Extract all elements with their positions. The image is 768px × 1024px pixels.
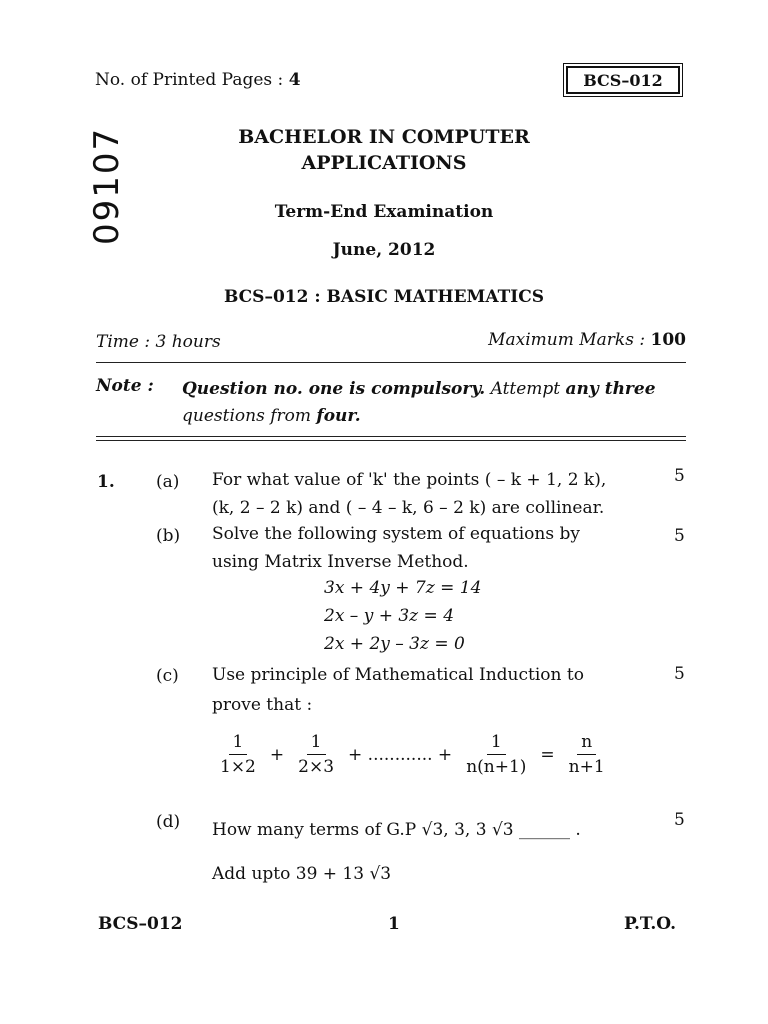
part-a-line1: For what value of 'k' the points ( – k + 1, 2 k), — [212, 470, 607, 490]
part-c-label: (c) — [156, 666, 179, 686]
note-text — [182, 376, 688, 430]
divider-top — [96, 362, 686, 363]
part-b-label: (b) — [156, 526, 181, 546]
maximum-marks — [488, 330, 686, 350]
part-c-line2: prove that : — [212, 695, 313, 715]
pto-label: P.T.O. — [624, 914, 676, 934]
title-line2: APPLICATIONS — [301, 152, 467, 174]
equation-3: 2x + 2y – 3z = 0 — [324, 634, 465, 654]
paper-code-box: BCS–012 — [566, 66, 680, 94]
term-1-den: 1×2 — [220, 757, 256, 777]
part-d-text — [212, 808, 652, 896]
equals-sign: = — [540, 744, 555, 765]
note-attempt: Attempt — [485, 379, 566, 399]
induction-series — [212, 732, 613, 777]
part-a-line2: (k, 2 – 2 k) and ( – 4 – k, 6 – 2 k) are collinear. — [212, 498, 605, 518]
series-rhs — [565, 732, 609, 777]
equation-2: 2x – y + 3z = 4 — [324, 606, 455, 626]
term-2 — [294, 732, 338, 777]
part-b-line2: using Matrix Inverse Method. — [212, 552, 469, 572]
part-b-marks: 5 — [674, 526, 685, 546]
part-d-line2: Add upto 39 + 13 √3 — [212, 864, 392, 884]
printed-pages-label: No. of Printed Pages : — [95, 70, 284, 90]
series-dots: + ............ + — [348, 744, 453, 765]
note-four: four. — [316, 406, 361, 426]
divider-double-1 — [96, 436, 686, 437]
part-a-label: (a) — [156, 472, 180, 492]
title-line1: BACHELOR IN COMPUTER — [238, 126, 530, 148]
printed-pages — [95, 70, 301, 90]
exam-name: Term-End Examination — [274, 202, 494, 222]
course-title: BCS–012 : BASIC MATHEMATICS — [223, 287, 545, 307]
note-questions-from: questions from — [182, 406, 317, 426]
term-1-num: 1 — [229, 732, 248, 755]
serial-number: 09107 — [87, 126, 127, 245]
part-d-marks: 5 — [674, 810, 685, 830]
footer-code: BCS–012 — [98, 914, 183, 934]
max-marks-value: 100 — [650, 330, 686, 350]
part-c-text — [212, 660, 652, 720]
note-any-three: any three — [565, 379, 656, 399]
part-c-line1: Use principle of Mathematical Induction to — [212, 665, 584, 685]
rhs-den: n+1 — [568, 757, 605, 777]
printed-pages-value: 4 — [288, 70, 301, 90]
term-n — [462, 732, 530, 777]
note-label: Note : — [96, 376, 154, 396]
term-1 — [216, 732, 260, 777]
term-n-den: n(n+1) — [466, 757, 527, 777]
part-a-text — [212, 466, 652, 522]
term-2-den: 2×3 — [298, 757, 335, 777]
part-a-marks: 5 — [674, 466, 685, 486]
plus-sign: + — [269, 744, 285, 765]
time-allowed: Time : 3 hours — [96, 332, 221, 352]
divider-double-2 — [96, 440, 686, 441]
part-b-line1: Solve the following system of equations by — [212, 524, 580, 544]
page-number: 1 — [388, 914, 400, 934]
part-d-label: (d) — [156, 812, 181, 832]
term-n-num: 1 — [487, 732, 506, 755]
part-b-text — [212, 520, 652, 576]
question-number: 1. — [97, 472, 115, 492]
part-c-marks: 5 — [674, 664, 685, 684]
rhs-num: n — [577, 732, 596, 755]
term-2-num: 1 — [307, 732, 326, 755]
part-d-line1: How many terms of G.P √3, 3, 3 √3 ______ . — [212, 820, 581, 840]
exam-date: June, 2012 — [332, 240, 436, 260]
max-marks-label: Maximum Marks : — [488, 330, 646, 350]
equation-1: 3x + 4y + 7z = 14 — [324, 578, 482, 598]
note-compulsory: Question no. one is compulsory. — [182, 379, 486, 399]
